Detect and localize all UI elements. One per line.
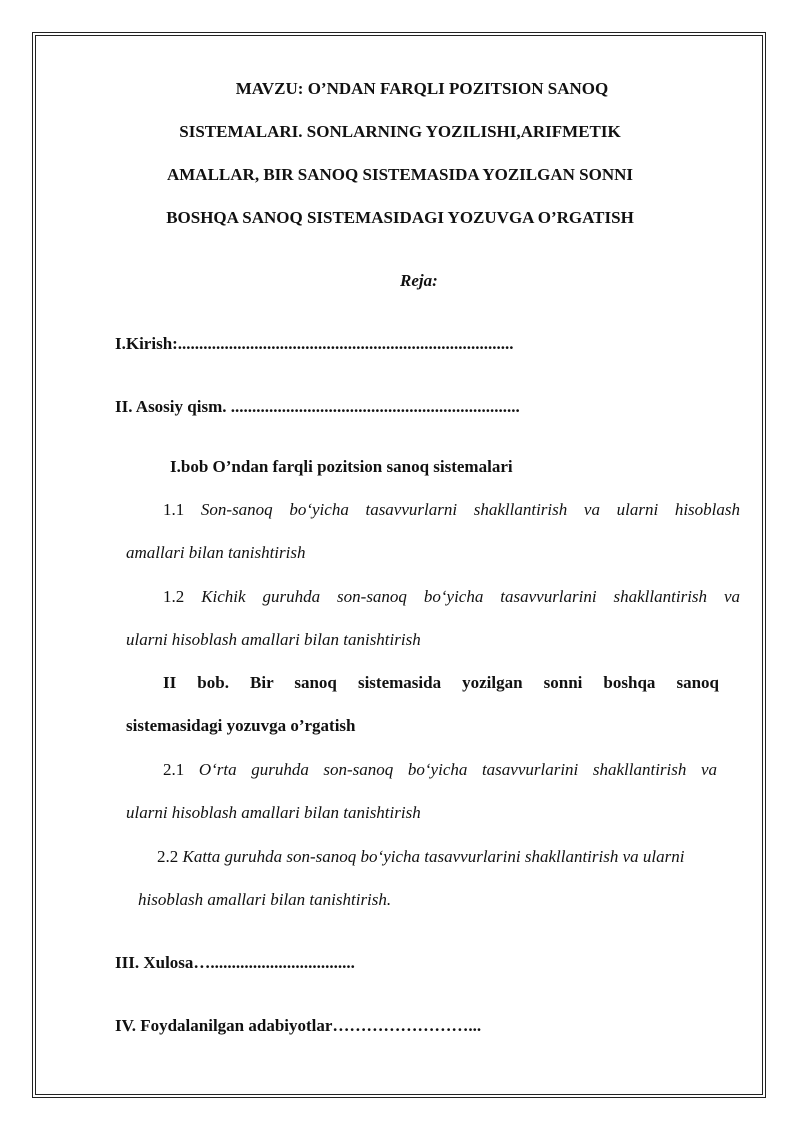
title-line-3: AMALLAR, BIR SANOQ SISTEMASIDA YOZILGAN SONNI xyxy=(166,165,633,184)
title-line-1: MAVZU: O’NDAN FARQLI POZITSION SANOQ xyxy=(235,79,609,98)
section-1-1-continuation: amallari bilan tanishtirish xyxy=(126,543,306,562)
title-line-2: SISTEMALARI. SONLARNING YOZILISHI,ARIFMETIK xyxy=(179,122,621,141)
toc-main-part: II. Asosiy qism. .................................................................... xyxy=(115,397,520,416)
section-2-2-continuation: hisoblash amallari bilan tanishtirish. xyxy=(138,890,392,909)
section-2-2 xyxy=(157,847,684,867)
section-2-1-number: 2.1 xyxy=(163,760,185,779)
section-2-2-number: 2.2 xyxy=(157,847,179,866)
section-2-1-text: O‘rta guruhda son-sanoq bo‘yicha tasavvurlarini shakllantirish va xyxy=(198,760,717,779)
section-1-1-number: 1.1 xyxy=(163,500,185,519)
page-border-inner xyxy=(35,35,763,1095)
section-1-2-text: Kichik guruhda son-sanoq bo‘yicha tasavvurlarini shakllantirish va xyxy=(201,587,741,606)
section-2-1-continuation: ularni hisoblash amallari bilan tanishtirish xyxy=(126,803,421,822)
section-1-1 xyxy=(163,500,740,520)
section-1-2-continuation: ularni hisoblash amallari bilan tanishtirish xyxy=(126,630,421,649)
title-line-4: BOSHQA SANOQ SISTEMASIDAGI YOZUVGA O’RGATISH xyxy=(166,208,634,227)
plan-heading: Reja: xyxy=(400,271,438,290)
section-1-2-number: 1.2 xyxy=(163,587,185,606)
chapter-1-title: I.bob O’ndan farqli pozitsion sanoq sistemalari xyxy=(170,457,513,476)
section-1-2 xyxy=(163,587,740,607)
toc-conclusion: III. Xulosa….................................. xyxy=(115,953,355,972)
section-1-1-text: Son-sanoq bo‘yicha tasavvurlarni shakllantirish va ularni hisoblash xyxy=(200,500,740,519)
toc-references: IV. Foydalanilgan adabiyotlar……………………... xyxy=(115,1016,482,1035)
section-2-1 xyxy=(163,760,717,780)
toc-intro: I.Kirish:............................................................................... xyxy=(115,334,514,353)
chapter-2-title-continuation: sistemasidagi yozuvga o’rgatish xyxy=(126,716,356,735)
chapter-2-title: II bob. Bir sanoq sistemasida yozilgan sonni boshqa sanoq xyxy=(163,673,719,692)
section-2-2-text: Katta guruhda son-sanoq bo‘yicha tasavvurlarini shakllantirish va ularni xyxy=(182,847,685,866)
